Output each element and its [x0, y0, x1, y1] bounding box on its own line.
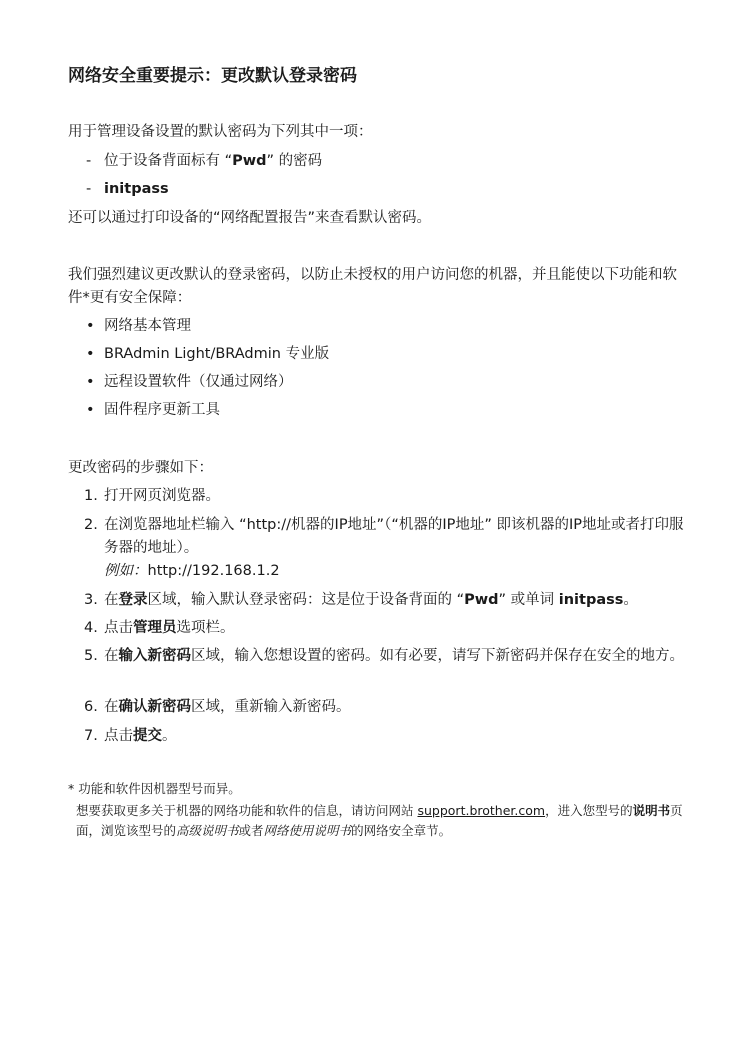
- bullet-marker: •: [86, 346, 95, 362]
- footnote-text: 想要获取更多关于机器的网络功能和软件的信息，请访问网站 support.brother.com，进入您型号的说明书页面，浏览该型号的高级说明书或者网络使用说明书的网络安全章节。: [76, 803, 683, 838]
- steps-intro: 更改密码的步骤如下：: [68, 460, 213, 476]
- step-6: 6. 在确认新密码区域，重新输入新密码。: [84, 699, 351, 715]
- step-5: 5. 在输入新密码区域，输入您想设置的密码。如有必要，请写下新密码并保存在安全的地方。: [84, 648, 684, 664]
- recommendation-paragraph: 我们强烈建议更改默认的登录密码，以防止未授权的用户访问您的机器，并且能使以下功能和软件*更有安全保障：: [68, 267, 677, 306]
- default-password-option-initpass: - initpass: [68, 178, 169, 201]
- dash-marker: -: [86, 181, 92, 197]
- bullet-marker: •: [86, 402, 95, 418]
- default-password-option-pwd: - 位于设备背面标有 “Pwd” 的密码: [68, 150, 322, 173]
- list-item: • 网络基本管理: [68, 315, 191, 338]
- list-item: • BRAdmin Light/BRAdmin 专业版: [68, 343, 329, 366]
- step-4: 4. 点击管理员选项栏。: [84, 620, 235, 636]
- network-report-line: 还可以通过打印设备的“网络配置报告”来查看默认密码。: [68, 210, 432, 226]
- step-3: 3. 在登录区域，输入默认登录密码：这是位于设备背面的 “Pwd” 或单词 initpass。: [84, 592, 638, 608]
- list-item: • 固件程序更新工具: [68, 399, 220, 422]
- footnote-star: * 功能和软件因机器型号而异。: [68, 781, 241, 796]
- page-title: 网络安全重要提示：更改默认登录密码: [68, 66, 357, 86]
- step-2: 2. 在浏览器地址栏输入 “http://机器的IP地址”（“机器的IP地址” 即该机器的IP地址或者打印服务器的地址）。 例如：http://192.168.1.2: [68, 514, 688, 583]
- example-line: 例如：http://192.168.1.2: [104, 563, 280, 579]
- intro-line: 用于管理设备设置的默认密码为下列其中一项：: [68, 124, 373, 140]
- support-link[interactable]: support.brother.com: [417, 803, 546, 818]
- step-7: 7. 点击提交。: [84, 728, 177, 744]
- step-1: 1. 打开网页浏览器。: [84, 488, 220, 504]
- list-item: • 远程设置软件（仅通过网络）: [68, 371, 293, 394]
- bullet-marker: •: [86, 374, 95, 390]
- bullet-marker: •: [86, 318, 95, 334]
- dash-marker: -: [86, 153, 92, 169]
